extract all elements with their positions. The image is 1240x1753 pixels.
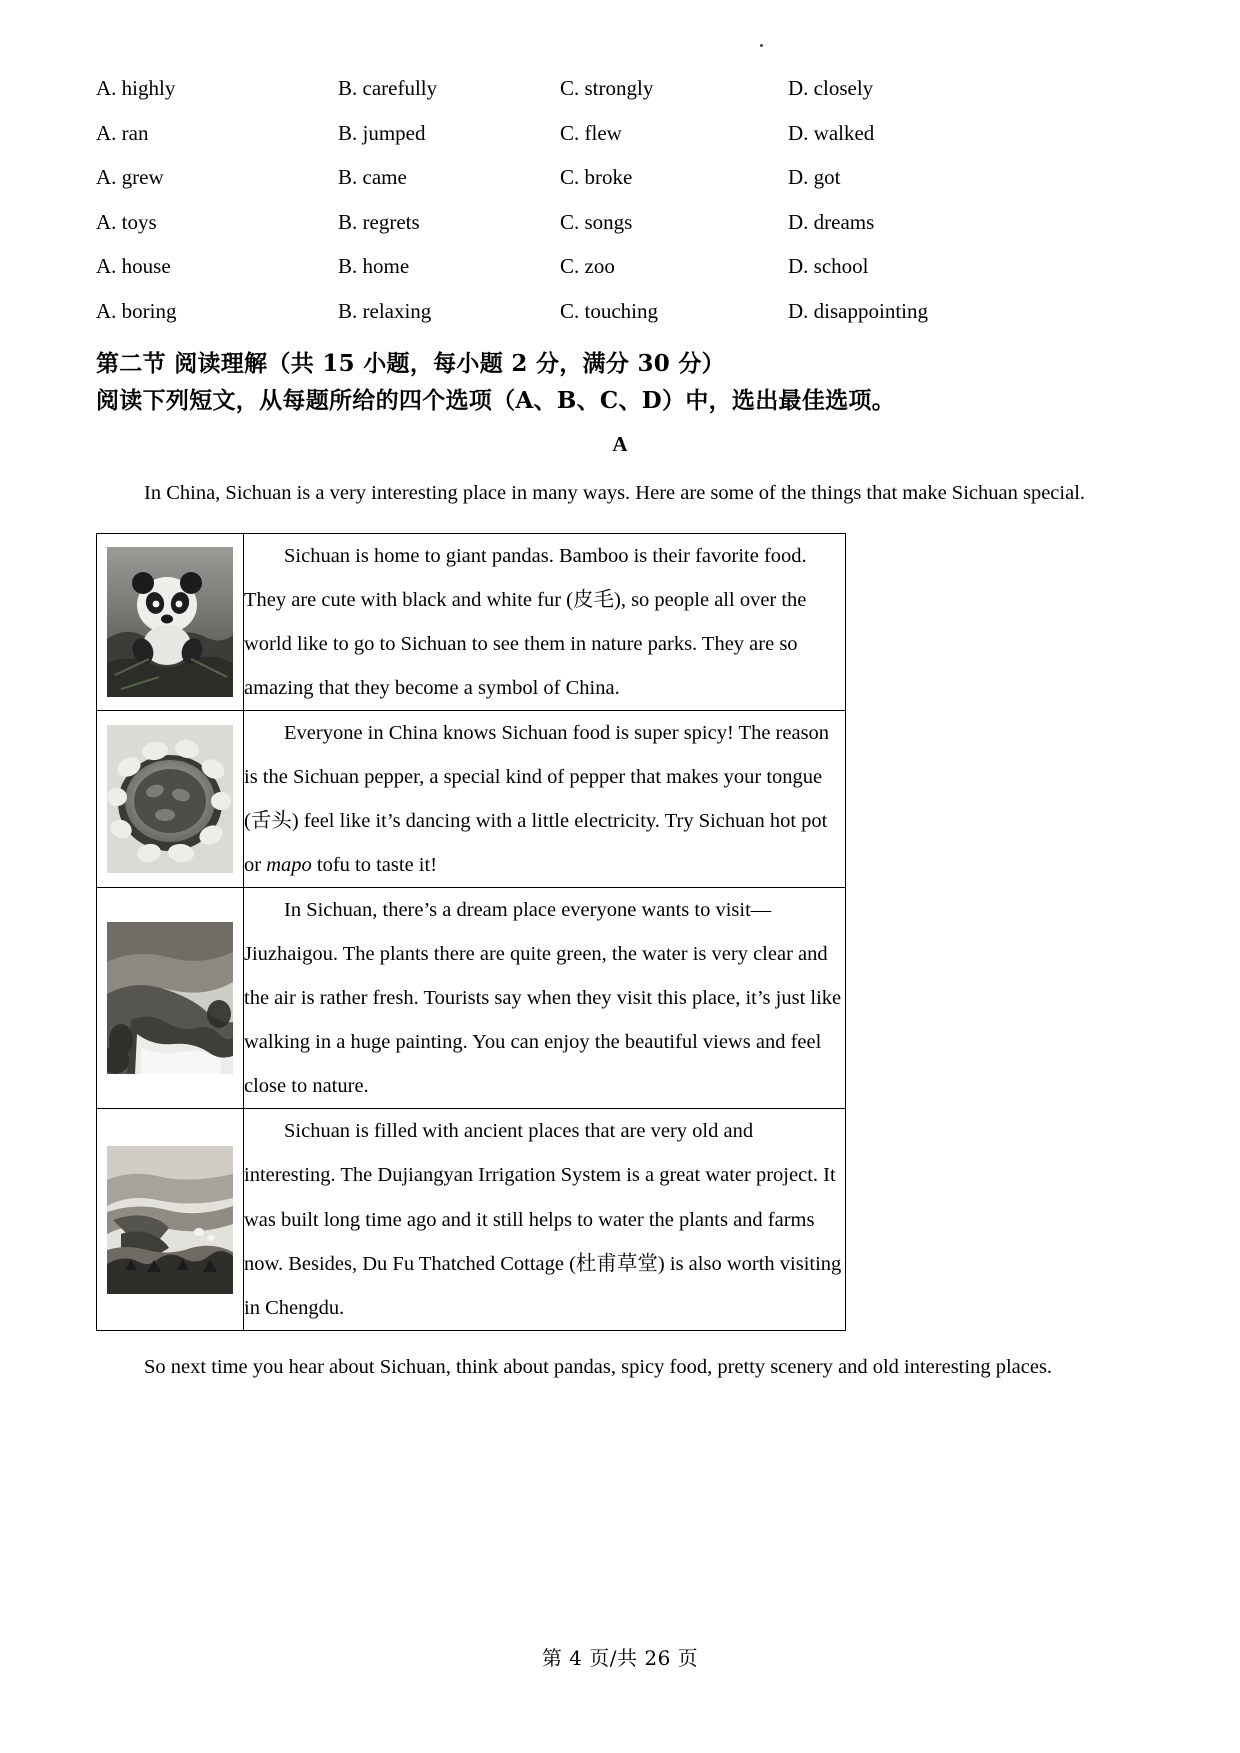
cloze-row	[96, 209, 1144, 234]
passage-conclusion: So next time you hear about Sichuan, think about pandas, spicy food, pretty scenery and old interesting places.	[144, 1355, 1053, 1378]
page-top-mark	[760, 44, 763, 47]
cloze-option-a[interactable]: A. house	[96, 254, 171, 278]
sichuan-hotpot-photo	[107, 725, 233, 873]
cloze-option-d[interactable]: D. closely	[788, 76, 874, 100]
cloze-option-c[interactable]: C. touching	[560, 298, 658, 323]
passage-row-text: Sichuan is filled with ancient places that are very old and interesting. The Dujiangyan Irrigation System is a great water project. It was built long time ago and it still helps to water the plants and farms now. Besides, Du Fu Thatched Cottage (杜甫草堂) is also worth visiting in Chengdu.	[244, 1120, 842, 1319]
passage-letter: A	[612, 431, 628, 456]
cloze-option-a[interactable]: A. grew	[96, 165, 164, 189]
table-row	[97, 710, 846, 887]
cloze-option-c[interactable]: C. zoo	[560, 254, 615, 278]
cloze-option-b[interactable]: B. came	[338, 165, 407, 189]
passage-table	[96, 533, 846, 1331]
cloze-row	[96, 298, 1144, 323]
cloze-options-block	[96, 0, 1144, 322]
passage-intro: In China, Sichuan is a very interesting place in many ways. Here are some of the things that make Sichuan special.	[144, 481, 1086, 504]
table-cell-image	[97, 1109, 244, 1330]
table-cell-text	[244, 1109, 846, 1330]
cloze-row	[96, 167, 1144, 188]
table-cell-text	[244, 888, 846, 1109]
cloze-option-a[interactable]: A. boring	[96, 298, 177, 323]
table-cell-image	[97, 710, 244, 887]
cloze-row	[96, 120, 1144, 145]
section-heading: 第二节 阅读理解（共 15 小题，每小题 2 分，满分 30 分）	[96, 350, 725, 377]
cloze-option-a[interactable]: A. toys	[96, 209, 157, 234]
section-instruction: 阅读下列短文，从每题所给的四个选项（A、B、C、D）中，选出最佳选项。	[96, 387, 896, 415]
cloze-option-b[interactable]: B. relaxing	[338, 298, 432, 323]
jiuzhaigou-photo	[107, 922, 233, 1074]
page-footer: 第 4 页/共 26 页	[541, 1646, 699, 1670]
table-cell-image	[97, 533, 244, 710]
cloze-option-b[interactable]: B. carefully	[338, 76, 438, 100]
cloze-option-c[interactable]: C. broke	[560, 165, 633, 189]
row-text-italic: mapo	[266, 854, 312, 876]
cloze-row	[96, 256, 1144, 277]
cloze-option-c[interactable]: C. flew	[560, 120, 622, 145]
table-row	[97, 1109, 846, 1330]
table-cell-image	[97, 888, 244, 1109]
cloze-option-b[interactable]: B. jumped	[338, 120, 426, 145]
row-text-before: Everyone in China knows Sichuan food is super spicy! The reason is the Sichuan pepper, a special kind of pepper that makes your tongue (舌头) feel like it’s dancing with a little electricity. Try Sichuan hot pot or	[244, 721, 830, 876]
cloze-option-d[interactable]: D. disappointing	[788, 298, 928, 323]
cloze-option-c[interactable]: C. strongly	[560, 76, 654, 100]
table-row	[97, 888, 846, 1109]
dujiangyan-photo	[107, 1146, 233, 1294]
table-cell-text	[244, 710, 846, 887]
passage-row-text: Sichuan is home to giant pandas. Bamboo is their favorite food. They are cute with black and white fur (皮毛), so people all over the world like to go to Sichuan to see them in nature parks. They are so amazing that they become a symbol of China.	[244, 544, 807, 699]
cloze-option-d[interactable]: D. dreams	[788, 209, 875, 234]
row-text-after: tofu to taste it!	[311, 854, 438, 876]
cloze-option-a[interactable]: A. highly	[96, 76, 176, 100]
giant-panda-photo	[107, 547, 233, 697]
cloze-option-b[interactable]: B. regrets	[338, 209, 420, 234]
table-cell-text	[244, 533, 846, 710]
cloze-option-a[interactable]: A. ran	[96, 120, 149, 145]
table-row	[97, 533, 846, 710]
passage-row-text	[244, 711, 845, 887]
passage-row-text: In Sichuan, there’s a dream place everyone wants to visit—Jiuzhaigou. The plants there are quite green, the water is very clear and the air is rather fresh. Tourists say when they visit this place, it’s just like walking in a huge painting. You can enjoy the beautiful views and feel close to nature.	[244, 899, 842, 1098]
cloze-option-b[interactable]: B. home	[338, 254, 410, 278]
cloze-option-c[interactable]: C. songs	[560, 209, 633, 234]
cloze-option-d[interactable]: D. walked	[788, 120, 875, 145]
cloze-option-d[interactable]: D. school	[788, 254, 869, 278]
cloze-option-d[interactable]: D. got	[788, 165, 841, 189]
cloze-row	[96, 78, 1144, 99]
